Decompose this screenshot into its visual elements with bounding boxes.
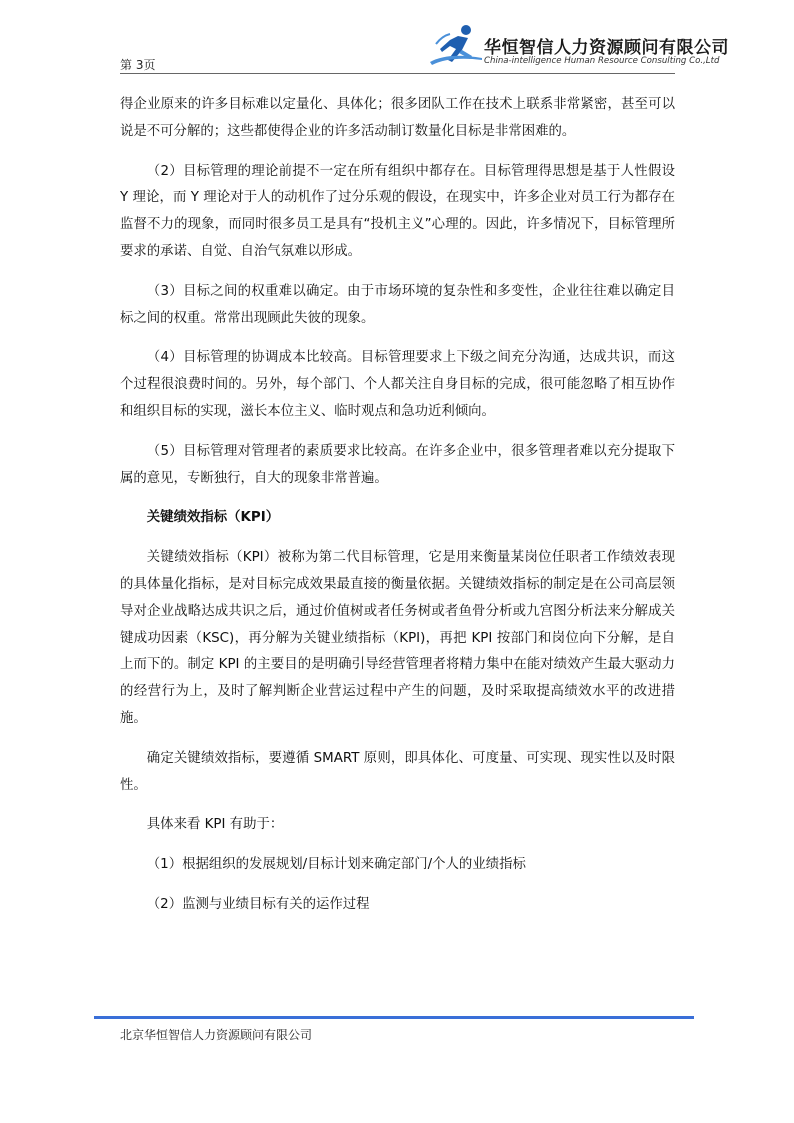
header-divider — [120, 73, 675, 74]
footer-company: 北京华恒智信人力资源顾问有限公司 — [120, 1028, 313, 1042]
paragraph: 关键绩效指标（KPI）被称为第二代目标管理，它是用来衡量某岗位任职者工作绩效表现的具体量化指标，是对目标完成效果最直接的衡量依据。关键绩效指标的制定是在公司高层领导对企业战略达成共识之后，通过价值树或者任务树或者鱼骨分析或九宫图分析法来分解成关键成功因素（KSC)，再分解为关键业绩指标（KPI)，再把 KPI 按部门和岗位向下分解，是自上而下的。制定 KPI 的主要目的是明确引导经营管理者将精力集中在能对绩效产生最大驱动力的经营行为上，及时了解判断企业营运过程中产生的问题，及时采取提高绩效水平的改进措施。 — [120, 550, 675, 726]
paragraph: 确定关键绩效指标，要遵循 SMART 原则，即具体化、可度量、可实现、现实性以及时限性。 — [120, 750, 675, 793]
list-item: （1）根据组织的发展规划/目标计划来确定部门/个人的业绩指标 — [146, 857, 526, 873]
document-body — [120, 92, 675, 932]
paragraph: （3）目标之间的权重难以确定。由于市场环境的复杂性和多变性，企业往往难以确定目标之间的权重。常常出现顾此失彼的现象。 — [120, 283, 675, 326]
paragraph: 具体来看 KPI 有助于： — [146, 817, 284, 833]
page-header — [120, 0, 729, 72]
paragraph: 得企业原来的许多目标难以定量化、具体化；很多团队工作在技术上联系非常紧密，甚至可以说是不可分解的；这些都使得企业的许多活动制订数量化目标是非常困难的。 — [120, 97, 675, 139]
footer-divider — [94, 1016, 694, 1019]
page-number: 第 3页 — [120, 58, 156, 72]
company-name-en: China-intelligence Human Resource Consulting Co.,Ltd — [484, 56, 720, 66]
paragraph: （5）目标管理对管理者的素质要求比较高。在许多企业中，很多管理者难以充分提取下属的意见，专断独行，自大的现象非常普遍。 — [120, 443, 675, 486]
paragraph: （2）目标管理的理论前提不一定在所有组织中都存在。目标管理得思想是基于人性假设 Y 理论，而 Y 理论对于人的动机作了过分乐观的假设，在现实中，许多企业对员工行为都存在监督不力的现象，而同时很多员工是具有“投机主义”心理的。因此，许多情况下，目标管理所要求的承诺、自觉、自治气氛难以形成。 — [120, 163, 675, 259]
paragraph: （4）目标管理的协调成本比较高。目标管理要求上下级之间充分沟通，达成共识，而这个过程很浪费时间的。另外，每个部门、个人都关注自身目标的完成，很可能忽略了相互协作和组织目标的实现，滋长本位主义、临时观点和急功近利倾向。 — [120, 350, 675, 419]
list-item: （2）监测与业绩目标有关的运作过程 — [146, 896, 370, 912]
company-name-cn: 华恒智信人力资源顾问有限公司 — [484, 38, 729, 58]
runner-logo-icon — [428, 22, 484, 68]
section-heading: 关键绩效指标（KPI） — [146, 510, 280, 526]
